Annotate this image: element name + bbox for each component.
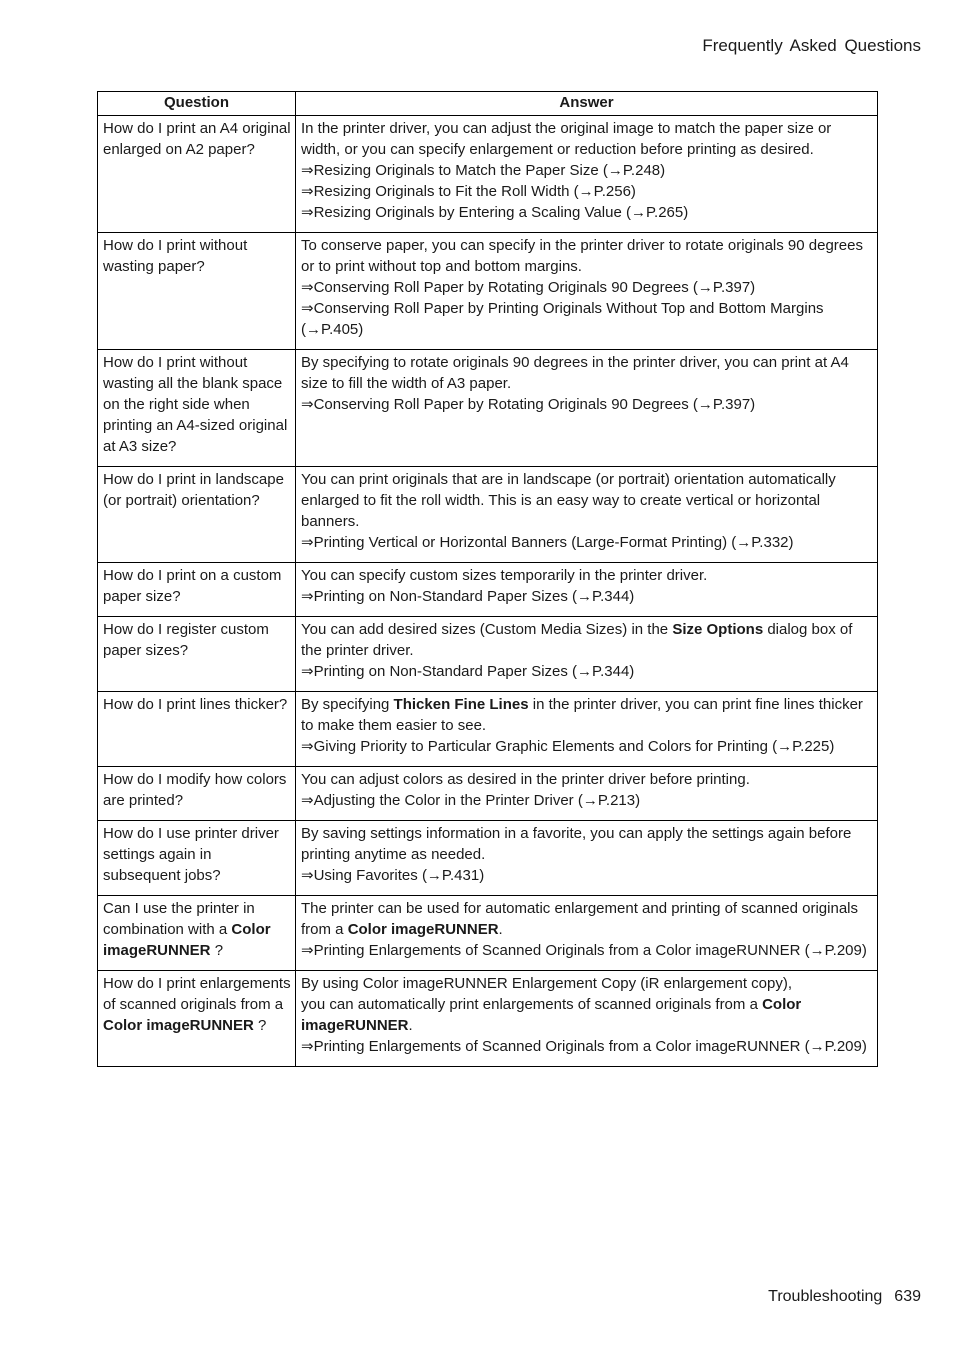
answer-bold-text: Color imageRUNNER xyxy=(347,921,499,938)
answer-cell xyxy=(296,971,878,1067)
answer-text: ⇒Printing Vertical or Horizontal Banners (Large-Format Printing) (→P.332) xyxy=(301,534,794,551)
answer-text: To conserve paper, you can specify in the printer driver to rotate originals 90 degrees or to print without top and bottom margins. xyxy=(301,237,863,275)
answer-line xyxy=(301,160,873,181)
answer-line xyxy=(301,118,873,160)
answer-text: ⇒Conserving Roll Paper by Printing Originals Without Top and Bottom Margins (→P.405) xyxy=(301,300,824,338)
answer-line xyxy=(301,235,873,277)
answer-text: ⇒Printing on Non-Standard Paper Sizes (→P.344) xyxy=(301,588,635,605)
answer-cell xyxy=(296,617,878,692)
question-bold-text: Color imageRUNNER xyxy=(103,1017,254,1034)
table-row xyxy=(98,692,878,767)
answer-line xyxy=(301,202,873,223)
column-header-question: Question xyxy=(98,92,296,116)
table-row xyxy=(98,350,878,467)
answer-text: By specifying to rotate originals 90 degrees in the printer driver, you can print at A4 size to fill the width of A3 paper. xyxy=(301,354,849,392)
page-header-title: Frequently Asked Questions xyxy=(702,36,921,55)
table-row xyxy=(98,767,878,821)
answer-text: ⇒Resizing Originals by Entering a Scaling Value (→P.265) xyxy=(301,204,689,221)
answer-line xyxy=(301,661,873,682)
answer-text: By specifying xyxy=(301,696,394,713)
question-text: ? xyxy=(253,1017,267,1034)
answer-line xyxy=(301,898,873,940)
answer-text: . xyxy=(498,921,503,938)
column-header-answer: Answer xyxy=(296,92,878,116)
answer-line xyxy=(301,823,873,865)
answer-cell xyxy=(296,692,878,767)
answer-text: You can adjust colors as desired in the printer driver before printing. xyxy=(301,771,750,788)
question-text: How do I modify how colors are printed? xyxy=(103,771,287,809)
question-cell xyxy=(98,617,296,692)
answer-text: ⇒Resizing Originals to Match the Paper Size (→P.248) xyxy=(301,162,666,179)
answer-line xyxy=(301,532,873,553)
answer-text: ⇒Adjusting the Color in the Printer Driver (→P.213) xyxy=(301,792,641,809)
footer-section-name: Troubleshooting xyxy=(768,1288,883,1305)
question-cell xyxy=(98,692,296,767)
answer-line xyxy=(301,298,873,340)
table-row xyxy=(98,467,878,563)
answer-text: ⇒Conserving Roll Paper by Rotating Originals 90 Degrees (→P.397) xyxy=(301,396,756,413)
question-text: How do I print without wasting all the blank space on the right side when printing an A4-sized original at A3 size? xyxy=(103,354,288,455)
answer-text: You can add desired sizes (Custom Media Sizes) in the xyxy=(301,621,673,638)
answer-text: ⇒Using Favorites (→P.431) xyxy=(301,867,485,884)
faq-table-body xyxy=(98,116,878,1067)
answer-line xyxy=(301,973,873,994)
answer-cell xyxy=(296,821,878,896)
question-cell xyxy=(98,896,296,971)
page-number: 639 xyxy=(894,1288,921,1305)
answer-line xyxy=(301,469,873,532)
answer-line xyxy=(301,790,873,811)
answer-line xyxy=(301,565,873,586)
answer-line xyxy=(301,994,873,1036)
answer-cell xyxy=(296,116,878,233)
answer-text: The printer can be used for automatic enlargement and printing of scanned originals from a xyxy=(301,900,858,938)
table-row xyxy=(98,116,878,233)
answer-bold-text: Thicken Fine Lines xyxy=(393,696,529,713)
answer-line xyxy=(301,865,873,886)
page-footer xyxy=(768,1288,921,1306)
question-text: How do I print lines thicker? xyxy=(103,696,288,713)
answer-line xyxy=(301,586,873,607)
answer-cell xyxy=(296,563,878,617)
answer-cell xyxy=(296,467,878,563)
table-row xyxy=(98,971,878,1067)
question-cell xyxy=(98,971,296,1067)
faq-table xyxy=(97,91,878,1067)
answer-cell xyxy=(296,767,878,821)
answer-line xyxy=(301,736,873,757)
question-cell xyxy=(98,116,296,233)
table-row xyxy=(98,563,878,617)
answer-line xyxy=(301,394,873,415)
answer-line xyxy=(301,769,873,790)
answer-cell xyxy=(296,350,878,467)
answer-text: ⇒Conserving Roll Paper by Rotating Originals 90 Degrees (→P.397) xyxy=(301,279,756,296)
question-cell xyxy=(98,767,296,821)
answer-line xyxy=(301,181,873,202)
answer-bold-text: Color imageRUNNER xyxy=(301,996,802,1034)
question-text: How do I print enlargements of scanned originals from a xyxy=(103,975,291,1013)
question-text: How do I use printer driver settings again in subsequent jobs? xyxy=(103,825,279,884)
question-cell xyxy=(98,467,296,563)
question-text: How do I print on a custom paper size? xyxy=(103,567,282,605)
question-text: How do I register custom paper sizes? xyxy=(103,621,269,659)
question-cell xyxy=(98,563,296,617)
question-text: How do I print an A4 original enlarged on A2 paper? xyxy=(103,120,291,158)
table-row xyxy=(98,617,878,692)
answer-text: you can automatically print enlargements of scanned originals from a xyxy=(301,996,763,1013)
answer-cell xyxy=(296,896,878,971)
answer-bold-text: Size Options xyxy=(672,621,764,638)
answer-text: By saving settings information in a favorite, you can apply the settings again before printing anytime as needed. xyxy=(301,825,852,863)
answer-line xyxy=(301,619,873,661)
answer-text: in the printer driver, you can print fine lines thicker to make them easier to see. xyxy=(301,696,863,734)
question-cell xyxy=(98,350,296,467)
question-text: ? xyxy=(210,942,224,959)
table-row xyxy=(98,233,878,350)
question-cell xyxy=(98,821,296,896)
answer-text: You can print originals that are in landscape (or portrait) orientation automatically enlarged to fit the roll width. This is an easy way to create vertical or horizontal banners. xyxy=(301,471,836,530)
question-bold-text: Color imageRUNNER xyxy=(103,921,271,959)
answer-text: ⇒Resizing Originals to Fit the Roll Width (→P.256) xyxy=(301,183,636,200)
answer-text: ⇒Printing Enlargements of Scanned Originals from a Color imageRUNNER (→P.209) xyxy=(301,1038,867,1055)
answer-text: ⇒Giving Priority to Particular Graphic Elements and Colors for Printing (→P.225) xyxy=(301,738,835,755)
answer-line xyxy=(301,694,873,736)
question-text: How do I print without wasting paper? xyxy=(103,237,248,275)
question-text: Can I use the printer in combination with a xyxy=(103,900,255,938)
answer-text: ⇒Printing on Non-Standard Paper Sizes (→P.344) xyxy=(301,663,635,680)
answer-cell xyxy=(296,233,878,350)
question-text: How do I print in landscape (or portrait) orientation? xyxy=(103,471,284,509)
answer-text: You can specify custom sizes temporarily in the printer driver. xyxy=(301,567,708,584)
table-row xyxy=(98,896,878,971)
answer-line xyxy=(301,1036,873,1057)
answer-text: By using Color imageRUNNER Enlargement Copy (iR enlargement copy), xyxy=(301,975,793,992)
answer-line xyxy=(301,277,873,298)
table-header-row xyxy=(98,92,878,116)
answer-text: dialog box of the printer driver. xyxy=(301,621,853,659)
answer-line xyxy=(301,352,873,394)
table-row xyxy=(98,821,878,896)
answer-text: . xyxy=(408,1017,413,1034)
question-cell xyxy=(98,233,296,350)
answer-text: ⇒Printing Enlargements of Scanned Originals from a Color imageRUNNER (→P.209) xyxy=(301,942,867,959)
answer-text: In the printer driver, you can adjust the original image to match the paper size or width, or you can specify enlargement or reduction before printing as desired. xyxy=(301,120,832,158)
answer-line xyxy=(301,940,873,961)
